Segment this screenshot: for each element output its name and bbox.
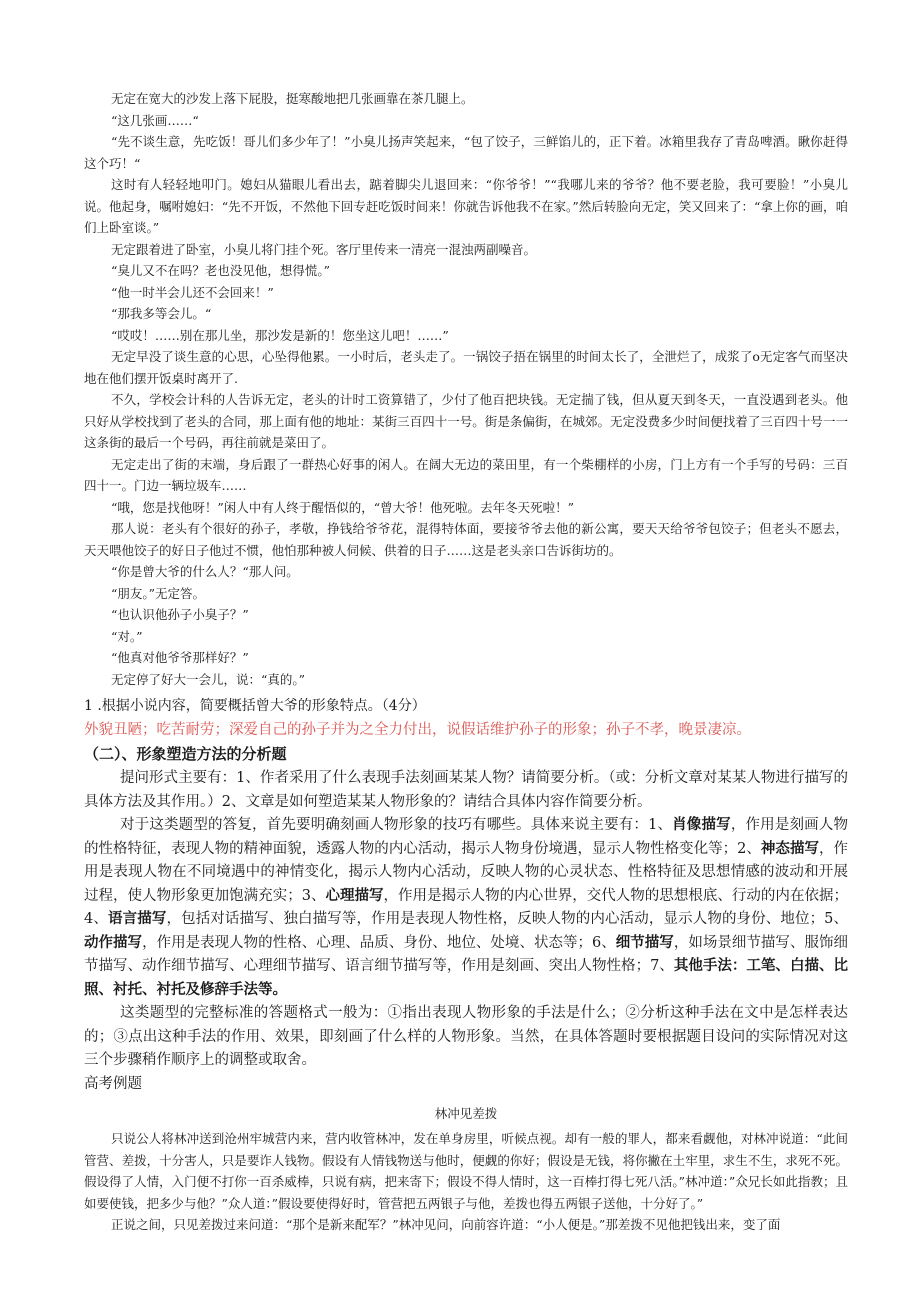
methods-text: ，作用是表现人物在不同境遇中的神情变化，揭示人物内心活动，反映人物的心灵状态、性格特征及思想情感的波动和开展过程，使人物形象更加饱满充实；3、 [84,840,848,904]
story-paragraph: “他一时半会儿还不会回来！” [111,284,274,300]
methods-text: ，如场景细节描写、服饰细节描写、动作细节描写、心理细节描写、语言细节描写等，作用是刻画、突出人物性格；7、 [84,934,848,974]
keyword-portrait: 肖像描写 [672,817,731,833]
intro-paragraph: 提问形式主要有：1、作者采用了什么表现手法刻画某某人物？请简要分析。（或：分析文章对某某人物进行描写的具体方法及其作用。）2、文章是如何塑造某某人物形象的？请结合具体内容作简要分析。 [84,770,848,810]
methods-text: ，作用是刻画人物的性格特征，表现人物的精神面貌，透露人物的内心活动，揭示人物身份境遇，显示人物性格变化等；2、 [84,817,849,857]
story-paragraph: “臭儿又不在吗？老也没见他，想得慌。” [111,263,331,278]
keyword-psychology: 心理描写 [325,887,384,904]
methods-text: ，包括对话描写、独白描写等，作用是表现人物性格，反映人物的内心活动，显示人物的身份、地位；5、 [166,911,848,927]
story-paragraph: “对。” [111,628,143,644]
story-paragraph: 无定早没了谈生意的心思，心坠得他累。一小时后，老头走了。一锅饺子捂在锅里的时间太长了，全泄烂了，成浆了o无定客气而坚决地在他们摆开饭桌时离开了. [84,349,848,386]
story-paragraph: “他真对他爷爷那样好？” [111,650,249,665]
story-paragraph: “你是曾大爷的什么人？“那人问。 [111,564,299,579]
methods-paragraph [84,814,848,1002]
story-paragraph: 那人说：老头有个很好的孙子，孝敬，挣钱给爷爷花，混得特体面，要接爷爷去他的新公寓，要天天给爷爷包饺子；但老头不愿去，天天喂他饺子的好日子他过不惯，他怕那种被人伺候、供着的日子……这是老头亲口告诉街坊的。 [84,521,848,558]
keyword-detail: 细节描写 [615,934,674,951]
story-paragraph: “朋友。”无定答。 [111,585,206,601]
story-paragraph: “也认识他孙子小臭子？” [111,607,249,622]
story-paragraph: “先不谈生意，先吃饭！哥儿们多少年了！”小臭儿扬声笑起来，“包了饺子，三鲜馅儿的，正下着。冰箱里我存了青岛啤酒。瞅你赶得这个巧！“ [84,134,848,171]
section-title: （二）、形象塑造方法的分析题 [84,745,287,763]
story-section [84,88,848,690]
keyword-action: 动作描写 [84,934,143,951]
keyword-other: 其他手法：工笔、白描、比照、衬托、衬托及修辞手法等。 [84,958,848,998]
story-paragraph: 这时有人轻轻地叩门。媳妇从猫眼儿看出去，踮着脚尖儿退回来：“你爷爷！”“我哪儿来的爷爷？他不要老脸，我可要脸！”小臭儿说。他起身，嘱咐媳妇：“先不开饭，不然他下回专赶吃饭时间来！你就告诉他我不在家。”然后转脸向无定，笑又回来了：“拿上你的画，咱们上卧室谈。” [84,177,848,235]
story-paragraph: 不久，学校会计科的人告诉无定，老头的计时工资算错了，少付了他百把块钱。无定揣了钱，但从夏天到冬天，一直没遇到老头。他只好从学校找到了老头的合同，那上面有他的地址：某街三百四十一号。街是条偏街，在城郊。无定没费多少时间便找着了三百四十号一一这条街的最后一个号码，再往前就是菜田了。 [84,392,848,450]
story-paragraph: 无定在宽大的沙发上落下屁股，挺寒酸地把几张画靠在茶几腿上。 [111,91,474,106]
keyword-language: 语言描写 [107,911,167,927]
story-paragraph: “这几张画……“ [111,112,199,128]
story2-section [84,1128,848,1236]
story-paragraph: 无定走出了街的末端，身后跟了一群热心好事的闲人。在阔大无边的菜田里，有一个柴棚样的小房，门上方有一个手写的号码：三百四十一。门边一辆垃圾车…… [84,456,848,493]
methods-text: 对于这类题型的答复，首先要明确刻画人物形象的技巧有哪些。具体来说主要有：1、 [120,817,673,833]
story2-title: 林冲见差拨 [434,1106,498,1121]
story-paragraph: “哎哎！……别在那儿坐，那沙发是新的！您坐这儿吧！……” [111,327,449,343]
answer-1: 外貌丑陋；吃苦耐劳；深爱自己的孙子并为之全力付出，说假话维护孙子的形象；孙子不孝，晚景凄凉。 [84,722,751,738]
document-page [84,88,848,1236]
story-paragraph: “那我多等会儿。“ [111,306,212,321]
methods-text: ，作用是揭示人物的内心世界，交代人物的思想根底、行动的内在依据；4、 [84,887,848,927]
story2-paragraph: 只说公人将林冲送到沧州牢城营内来，营内收管林冲，发在单身房里，听候点视。却有一般的罪人，都来看觑他，对林冲说道：“此间管营、差拨，十分害人，只是要诈人钱物。假设有人情钱物送与他时，便觑的你好；假设是无钱，将你撇在土牢里，求生不生，求死不死。假设得了人情，入门便不打你一百杀威棒，只说有病，把来寄下；假设不得人情时，这一百棒打得七死八活。”林冲道：”众兄长如此指教；且如要使钱，把多少与他？”众人道：”假设要使得好时，管营把五两银子与他，差拨也得五两银子送他，十分好了。” [84,1131,848,1211]
story-paragraph: 无定跟着进了卧室，小臭儿将门挂个死。客厅里传来一清亮一混浊两副噪音。 [111,241,537,257]
methods-text: ，作用是表现人物的性格、心理、品质、身份、地位、处境、状态等；6、 [142,934,616,951]
story-paragraph: 无定停了好大一会儿，说：“真的。” [111,671,306,687]
exam-label: 高考例题 [84,1075,142,1092]
story-paragraph: “哦，您是找他呀！”闲人中有人终于醒悟似的，“曾大爷！他死啦。去年冬天死啦！” [111,499,575,515]
story2-paragraph: 正说之间，只见差拨过来问道：“那个是新来配军？”林冲见问，向前容许道：“小人便是。”那差拨不见他把钱出来，变了面 [111,1217,781,1232]
question-1: 1 .根据小说内容，简要概括曾大爷的形象特点。（4分） [84,698,426,714]
keyword-expression: 神态描写 [760,840,819,857]
format-paragraph: 这类题型的完整标准的答题格式一般为：①指出表现人物形象的手法是什么；②分析这种手法在文中是怎样表达的；③点出这种手法的作用、效果，即刻画了什么样的人物形象。当然，在具体答题时要根据题目设问的实际情况对这三个步骤稍作顺序上的调整或取舍。 [84,1005,848,1068]
